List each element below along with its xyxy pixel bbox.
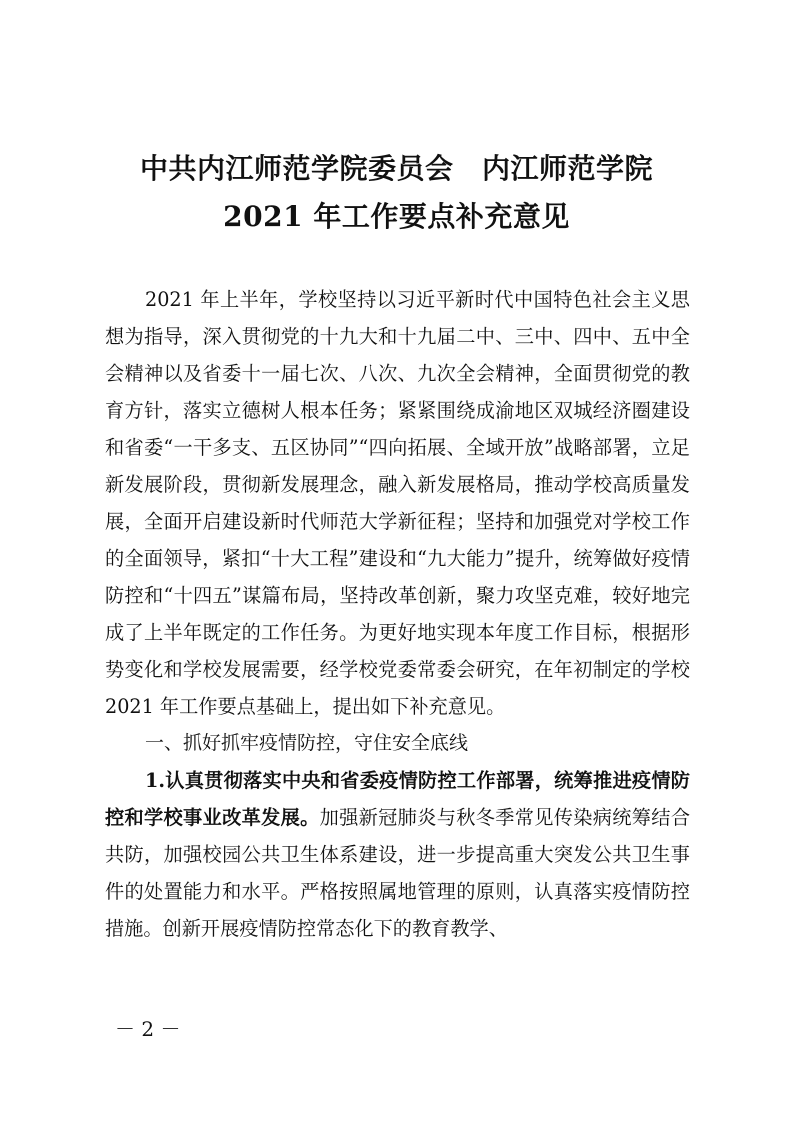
item-1-text: 加强新冠肺炎与秋冬季常见传染病统筹结合共防，加强校园公共卫生体系建设，进一步提高重大突发公共卫生事件的处置能力和水平。严格按照属地管理的原则，认真落实疫情防控措施。创新开展疫情防控常态化下的教育教学、: [105, 806, 691, 940]
intro-paragraph: 2021 年上半年，学校坚持以习近平新时代中国特色社会主义思想为指导，深入贯彻党的十九大和十九届二中、三中、四中、五中全会精神以及省委十一届七次、八次、九次全会精神，全面贯彻党的教育方针，落实立德树人根本任务；紧紧围绕成渝地区双城经济圈建设和省委“一干多支、五区协同”“四向拓展、全域开放”战略部署，立足新发展阶段，贯彻新发展理念，融入新发展格局，推动学校高质量发展，全面开启建设新时代师范大学新征程；坚持和加强党对学校工作的全面领导，紧扣“十大工程”建设和“九大能力”提升，统筹做好疫情防控和“十四五”谋篇布局，坚持改革创新，聚力攻坚克难，较好地完成了上半年既定的工作任务。为更好地实现本年度工作目标，根据形势变化和学校发展需要，经学校党委常委会研究，在年初制定的学校 2021 年工作要点基础上，提出如下补充意见。: [105, 288, 690, 718]
item-1-paragraph: [105, 762, 690, 947]
document-body: [105, 281, 690, 947]
page-number: － 2 －: [115, 1017, 181, 1041]
section-heading-1: 一、抓好抓牢疫情防控，守住安全底线: [145, 732, 469, 754]
document-title-line-2: 2021 年工作要点补充意见: [223, 200, 570, 233]
document-title-line-1: 中共内江师范学院委员会 内江师范学院: [139, 152, 653, 185]
item-1-lead: 1.认真贯彻落实中央和省委疫情防控工作部署，统筹推进疫情防控和学校事业改革发展。: [105, 769, 690, 829]
